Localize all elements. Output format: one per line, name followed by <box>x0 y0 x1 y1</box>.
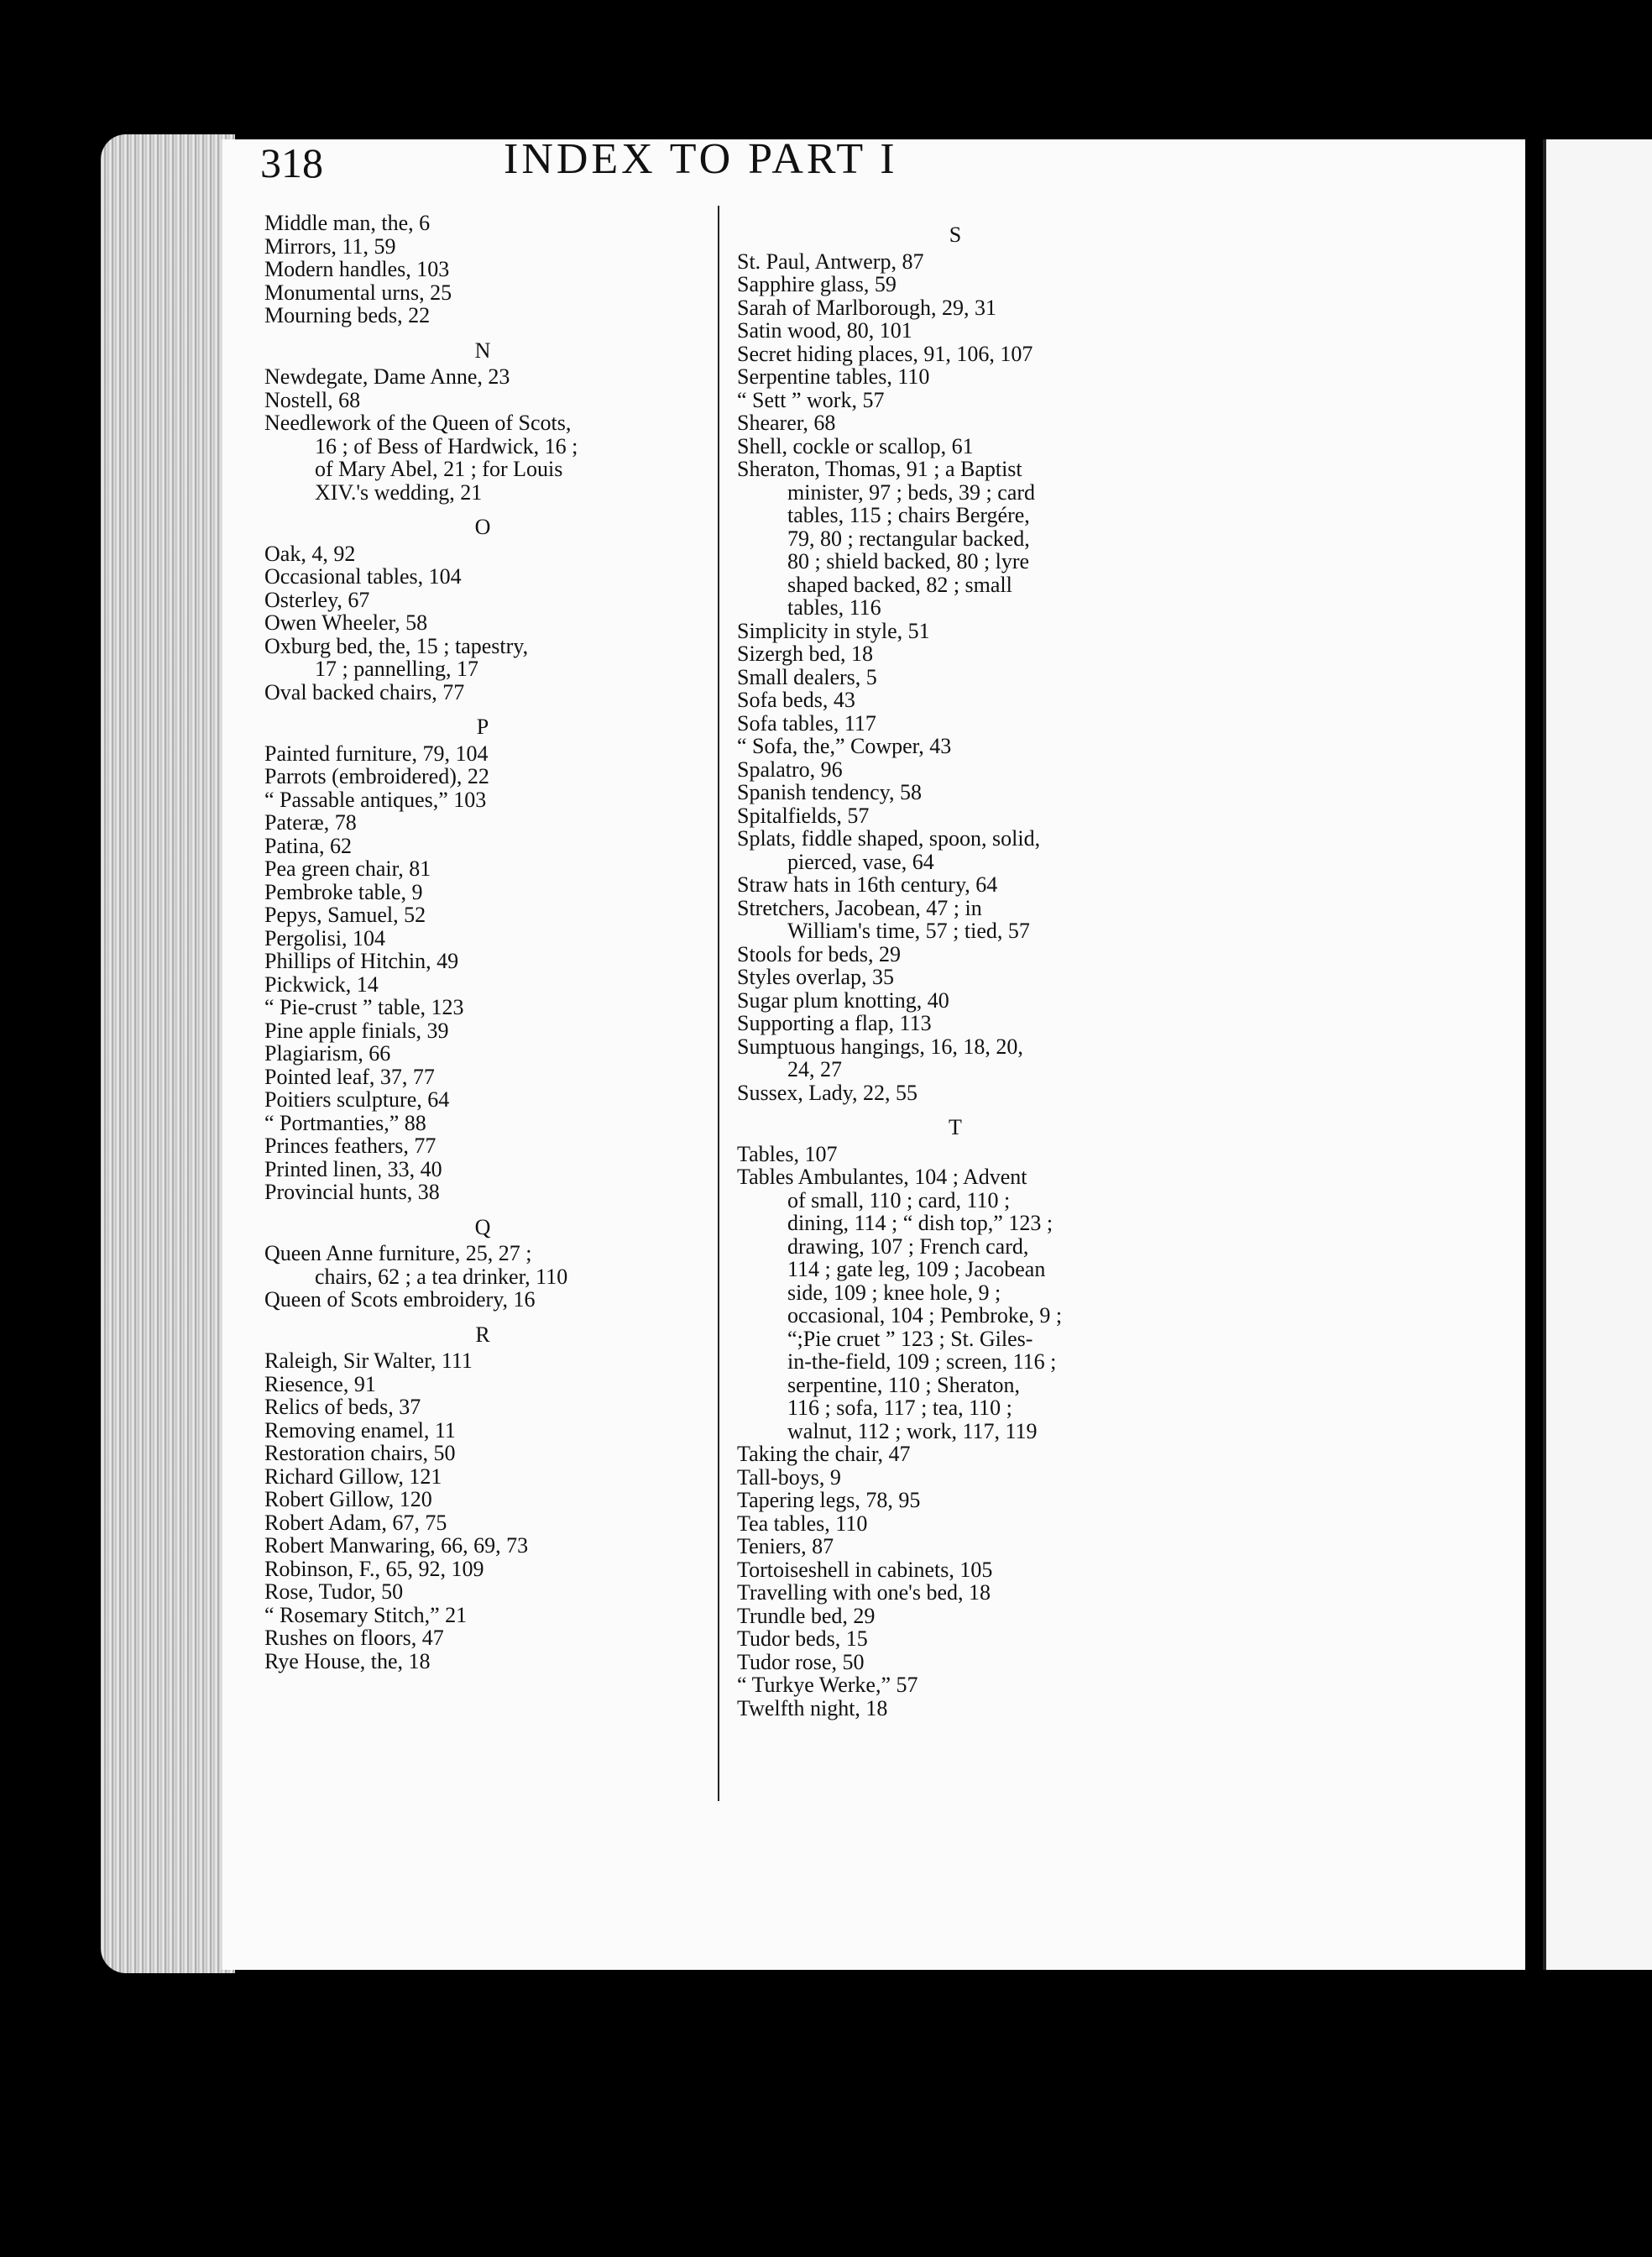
index-column-right <box>737 212 1409 1720</box>
index-entry: Secret hiding places, 91, 106, 107 <box>737 341 1033 366</box>
section-letter: T <box>949 1115 962 1139</box>
index-entry: Spanish tendency, 58 <box>737 780 922 804</box>
index-entry: Spitalfields, 57 <box>737 803 870 828</box>
index-entry: Patina, 62 <box>264 833 352 858</box>
index-entry: Satin wood, 80, 101 <box>737 318 912 343</box>
index-entry: Rye House, the, 18 <box>264 1648 431 1673</box>
index-entry: “ Portmanties,” 88 <box>264 1110 426 1135</box>
index-entry: Oxburg bed, the, 15 ; tapestry, <box>264 633 529 658</box>
page-number: 318 <box>260 139 323 186</box>
index-entry: Rushes on floors, 47 <box>264 1626 444 1650</box>
index-entry-continuation: walnut, 112 ; work, 117, 119 <box>787 1418 1038 1443</box>
index-entry: Robert Gillow, 120 <box>264 1487 432 1511</box>
index-entry: Sofa tables, 117 <box>737 710 876 736</box>
index-entry: Pepys, Samuel, 52 <box>264 903 426 927</box>
index-entry-continuation: William's time, 57 ; tied, 57 <box>787 919 1030 943</box>
index-entry-continuation: minister, 97 ; beds, 39 ; card <box>787 479 1036 505</box>
index-entry-continuation: shaped backed, 82 ; small <box>787 572 1012 597</box>
index-entry: Removing enamel, 11 <box>264 1417 456 1443</box>
index-entry: Pine apple finials, 39 <box>264 1018 449 1043</box>
index-entry: Tapering legs, 78, 95 <box>737 1488 921 1512</box>
index-entry: Restoration chairs, 50 <box>264 1441 456 1465</box>
index-entry: Robert Adam, 67, 75 <box>264 1510 447 1535</box>
index-entry: Robert Manwaring, 66, 69, 73 <box>264 1533 529 1558</box>
index-entry: Tudor beds, 15 <box>737 1626 868 1651</box>
index-entry: Pergolisi, 104 <box>264 925 385 950</box>
index-entry: Sapphire glass, 59 <box>737 272 897 296</box>
index-entry: Teniers, 87 <box>737 1534 834 1558</box>
index-entry: St. Paul, Antwerp, 87 <box>737 249 924 274</box>
index-entry: Small dealers, 5 <box>737 664 877 689</box>
index-entry: “ Passable antiques,” 103 <box>264 787 487 812</box>
index-entry: Robinson, F., 65, 92, 109 <box>264 1556 484 1581</box>
index-entry-continuation: in-the-field, 109 ; screen, 116 ; <box>787 1349 1057 1374</box>
index-entry-continuation: serpentine, 110 ; Sheraton, <box>787 1372 1021 1397</box>
index-entry: Pateræ, 78 <box>264 810 357 835</box>
index-entry: “ Pie-crust ” table, 123 <box>264 995 464 1019</box>
index-entry: Newdegate, Dame Anne, 23 <box>264 364 510 389</box>
index-entry-continuation: 114 ; gate leg, 109 ; Jacobean <box>787 1257 1046 1281</box>
book-fore-edge <box>101 134 235 1973</box>
section-letter: N <box>474 338 491 363</box>
index-entry-continuation: dining, 114 ; “ dish top,” 123 ; <box>787 1211 1053 1235</box>
index-entry-continuation: of Mary Abel, 21 ; for Louis <box>315 457 563 481</box>
index-entry: Parrots (embroidered), 22 <box>264 764 489 788</box>
index-entry: Oak, 4, 92 <box>264 541 356 566</box>
index-entry: Sizergh bed, 18 <box>737 641 873 666</box>
index-entry: Pointed leaf, 37, 77 <box>264 1064 435 1089</box>
index-entry: Serpentine tables, 110 <box>737 364 930 389</box>
index-entry: Spalatro, 96 <box>737 757 843 782</box>
index-entry-continuation: XIV.'s wedding, 21 <box>315 479 483 505</box>
section-letter: Q <box>474 1214 491 1239</box>
index-entry: Owen Wheeler, 58 <box>264 610 428 635</box>
index-entry: Monumental urns, 25 <box>264 280 452 305</box>
index-entry: Plagiarism, 66 <box>264 1041 391 1066</box>
section-letter: P <box>476 715 489 739</box>
index-entry: Sofa beds, 43 <box>737 688 855 712</box>
index-entry-continuation: 24, 27 <box>787 1057 842 1081</box>
index-entry: Phillips of Hitchin, 49 <box>264 949 459 973</box>
index-entry: “ Sett ” work, 57 <box>737 387 885 412</box>
index-entry: Splats, fiddle shaped, spoon, solid, <box>737 826 1041 851</box>
index-entry: Occasional tables, 104 <box>264 564 462 589</box>
index-entry: Shearer, 68 <box>737 411 836 435</box>
index-entry: Tea tables, 110 <box>737 1511 868 1536</box>
index-entry: Taking the chair, 47 <box>737 1442 911 1466</box>
index-entry-continuation: pierced, vase, 64 <box>787 849 934 874</box>
index-entry: Raleigh, Sir Walter, 111 <box>264 1348 473 1373</box>
index-entry: Relics of beds, 37 <box>264 1395 421 1419</box>
index-entry: Mirrors, 11, 59 <box>264 233 396 259</box>
index-entry: Painted furniture, 79, 104 <box>264 741 489 766</box>
index-entry: Needlework of the Queen of Scots, <box>264 411 572 435</box>
index-entry-continuation: 16 ; of Bess of Hardwick, 16 ; <box>315 433 578 458</box>
index-entry: Sugar plum knotting, 40 <box>737 987 949 1013</box>
index-entry-continuation: tables, 116 <box>787 595 881 620</box>
index-entry-continuation: 116 ; sofa, 117 ; tea, 110 ; <box>787 1396 1012 1420</box>
section-letter: R <box>475 1322 490 1347</box>
index-entry: Pea green chair, 81 <box>264 856 431 881</box>
index-entry: Pickwick, 14 <box>264 971 379 997</box>
section-letter: S <box>949 223 962 247</box>
facing-page-edge <box>1543 139 1652 1970</box>
index-entry: Oval backed chairs, 77 <box>264 679 465 704</box>
index-entry: Provincial hunts, 38 <box>264 1180 440 1204</box>
index-entry: Sumptuous hangings, 16, 18, 20, <box>737 1034 1023 1059</box>
index-entry: Printed linen, 33, 40 <box>264 1156 442 1181</box>
index-entry: “ Rosemary Stitch,” 21 <box>264 1602 468 1627</box>
section-letter: O <box>474 515 491 539</box>
index-entry-continuation: “;Pie cruet ” 123 ; St. Giles- <box>787 1326 1033 1351</box>
index-entry: Queen of Scots embroidery, 16 <box>264 1287 536 1312</box>
index-entry: Princes feathers, 77 <box>264 1134 437 1158</box>
index-entry-continuation: chairs, 62 ; a tea drinker, 110 <box>315 1264 568 1289</box>
index-entry: Poitiers sculpture, 64 <box>264 1087 450 1112</box>
index-entry: Rose, Tudor, 50 <box>264 1579 404 1604</box>
index-entry: Sheraton, Thomas, 91 ; a Baptist <box>737 457 1022 481</box>
index-entry: Tortoiseshell in cabinets, 105 <box>737 1557 993 1582</box>
index-entry: Sussex, Lady, 22, 55 <box>737 1080 917 1105</box>
index-entry: Queen Anne furniture, 25, 27 ; <box>264 1241 532 1265</box>
index-entry: Stretchers, Jacobean, 47 ; in <box>737 895 982 920</box>
index-entry-continuation: 80 ; shield backed, 80 ; lyre <box>787 549 1030 573</box>
index-entry: Mourning beds, 22 <box>264 303 431 327</box>
index-entry: Nostell, 68 <box>264 387 361 412</box>
index-entry: Modern handles, 103 <box>264 257 450 281</box>
index-entry: Supporting a flap, 113 <box>737 1011 932 1035</box>
index-entry: Richard Gillow, 121 <box>264 1464 442 1489</box>
index-entry: “ Turkye Werke,” 57 <box>737 1673 918 1697</box>
index-entry-continuation: 79, 80 ; rectangular backed, <box>787 526 1030 551</box>
index-entry-continuation: drawing, 107 ; French card, <box>787 1233 1029 1259</box>
page-title: INDEX TO PART I <box>504 135 898 183</box>
index-entry: Sarah of Marlborough, 29, 31 <box>737 295 997 320</box>
index-entry: Styles overlap, 35 <box>737 965 895 989</box>
index-entry: Tall-boys, 9 <box>737 1464 841 1490</box>
index-entry: Straw hats in 16th century, 64 <box>737 872 998 897</box>
index-entry: Osterley, 67 <box>264 587 370 612</box>
index-entry-continuation: side, 109 ; knee hole, 9 ; <box>787 1280 1001 1305</box>
index-entry: Twelfth night, 18 <box>737 1695 888 1720</box>
index-entry: Travelling with one's bed, 18 <box>737 1580 991 1605</box>
index-entry: Trundle bed, 29 <box>737 1603 876 1628</box>
index-entry: Tables Ambulantes, 104 ; Advent <box>737 1165 1027 1189</box>
index-entry: “ Sofa, the,” Cowper, 43 <box>737 734 952 758</box>
index-entry: Tables, 107 <box>737 1141 838 1166</box>
index-entry-continuation: occasional, 104 ; Pembroke, 9 ; <box>787 1303 1063 1327</box>
index-entry: Pembroke table, 9 <box>264 879 423 904</box>
index-entry: Tudor rose, 50 <box>737 1649 865 1674</box>
index-entry: Riesence, 91 <box>264 1371 376 1396</box>
index-entry: Middle man, the, 6 <box>264 211 431 235</box>
index-entry-continuation: tables, 115 ; chairs Bergére, <box>787 503 1030 527</box>
index-entry: Simplicity in style, 51 <box>737 618 930 643</box>
index-entry: Stools for beds, 29 <box>737 941 901 966</box>
index-entry-continuation: 17 ; pannelling, 17 <box>315 657 478 681</box>
index-entry: Shell, cockle or scallop, 61 <box>737 433 974 458</box>
index-entry-continuation: of small, 110 ; card, 110 ; <box>787 1187 1011 1212</box>
